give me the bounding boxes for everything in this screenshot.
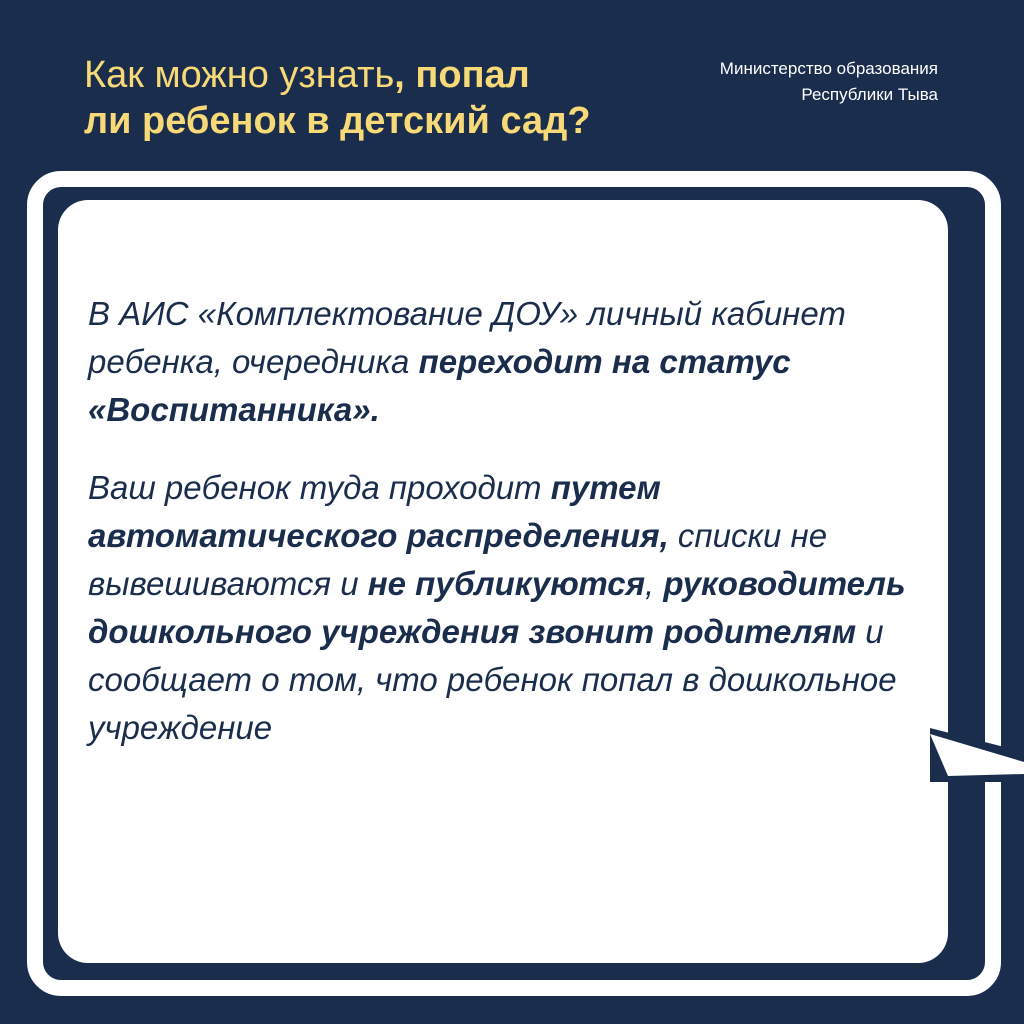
p1-text: В АИС «Комплектование ДОУ» личный кабинет ребенка, очередника xyxy=(88,295,846,380)
p2-text-2: списки не вывешиваются и xyxy=(88,517,828,602)
p2-bold-2: не публикуются xyxy=(367,565,646,602)
p1-bold: переходит на статус «Воспитанника». xyxy=(88,343,791,428)
p2-text-3: , xyxy=(645,565,664,602)
speech-pointer-icon xyxy=(930,728,1024,782)
ministry-line-1: Министерство образования xyxy=(719,59,938,78)
p2-bold-1: путем автоматического распределения, xyxy=(88,469,669,554)
title-line-2: ли ребенок в детский сад? xyxy=(84,100,591,142)
title-part-bold: , попал xyxy=(394,54,530,96)
p2-bold-3: руководитель дошкольного учреждения звонит родителям xyxy=(88,565,906,650)
p2-text-1: Ваш ребенок туда проходит xyxy=(88,469,551,506)
title-part-regular: Как можно узнать xyxy=(84,54,395,96)
p2-text-4: и сообщает о том, что ребенок попал в дошкольное учреждение xyxy=(88,613,897,746)
ministry-line-2: Республики Тыва xyxy=(801,85,938,104)
paragraph-1 xyxy=(88,290,938,434)
card-body-text xyxy=(88,290,938,782)
paragraph-2 xyxy=(88,464,938,752)
page-title xyxy=(84,52,684,144)
ministry-label xyxy=(618,56,938,108)
